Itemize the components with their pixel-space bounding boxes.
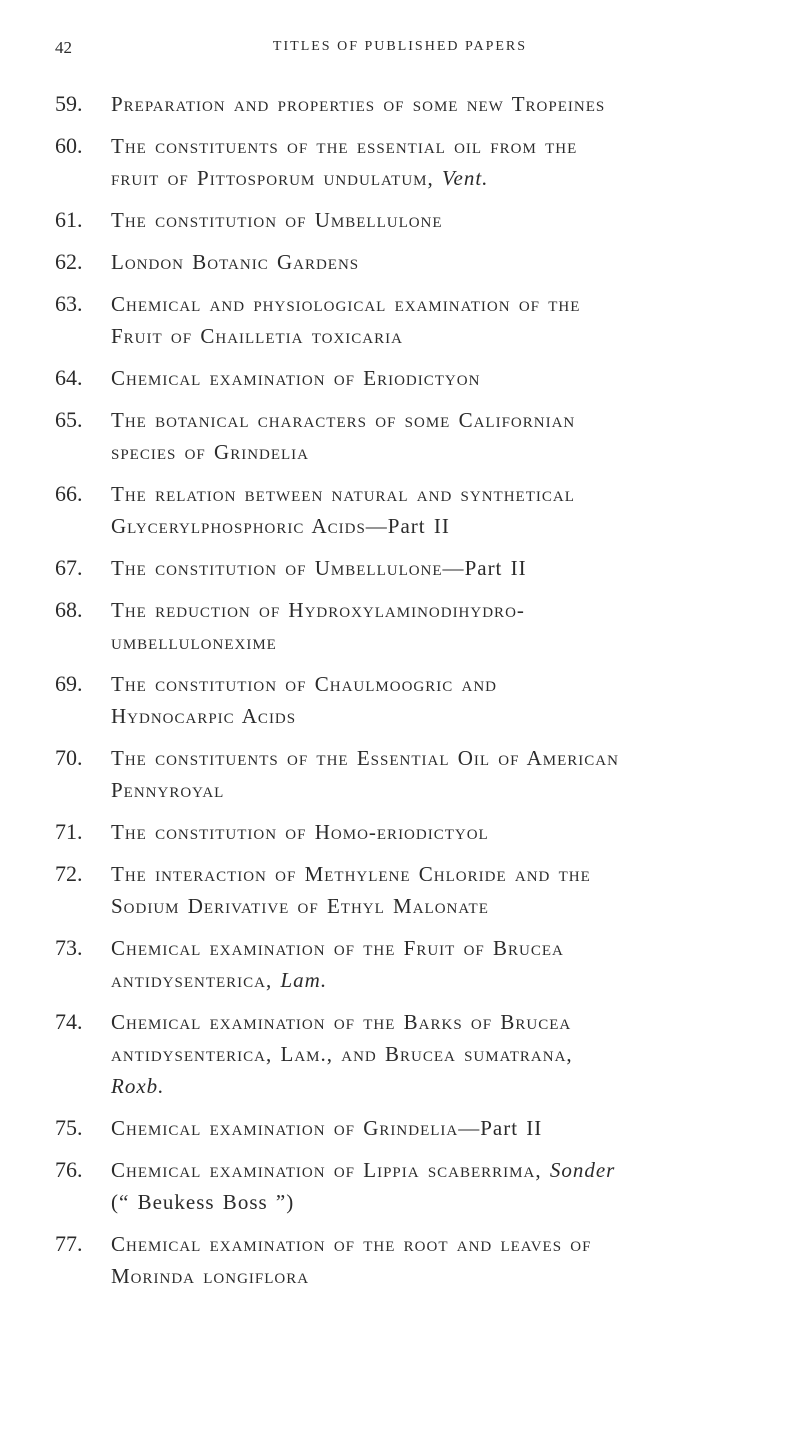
entry-number: 65.: [55, 407, 83, 432]
list-item: [55, 1112, 770, 1144]
entry-title-text: Chemical and physiological examination of the: [111, 292, 581, 316]
entry-title-line: [111, 890, 770, 922]
entry-title-text: Sodium Derivative of Ethyl Malonate: [111, 894, 489, 918]
entry-title-line: [111, 1228, 770, 1260]
entry-title-line: [111, 774, 770, 806]
entry-title-line: [111, 288, 770, 320]
entry-title-line: [111, 858, 770, 890]
entry-number: 77.: [55, 1231, 83, 1256]
entry-title-text: The constitution of Umbellulone: [111, 208, 443, 232]
entry-number: 63.: [55, 291, 83, 316]
entry-title-line: [111, 1154, 770, 1186]
list-item: [55, 1006, 770, 1102]
entry-title-text: Fruit of Chailletia toxicaria: [111, 324, 403, 348]
entry-number: 76.: [55, 1157, 83, 1182]
entry-title-text: Pennyroyal: [111, 778, 225, 802]
entry-title-line: [111, 742, 770, 774]
entry-title-line: [111, 626, 770, 658]
entry-title-line: [111, 1260, 770, 1292]
list-item: [55, 668, 770, 732]
list-item: [55, 742, 770, 806]
list-item: [55, 816, 770, 848]
entry-number: 66.: [55, 481, 83, 506]
entry-title-text: The constituents of the essential oil from the: [111, 134, 578, 158]
entry-number: 73.: [55, 935, 83, 960]
entry-author: Lam.: [280, 968, 328, 992]
entry-title-line: [111, 362, 770, 394]
entry-title-text: The botanical characters of some Californian: [111, 408, 576, 432]
entry-title-text: The constituents of the Essential Oil of American: [111, 746, 619, 770]
list-item: [55, 88, 770, 120]
entry-title-line: [111, 246, 770, 278]
entry-title-line: [111, 964, 770, 996]
entry-number: 64.: [55, 365, 83, 390]
page-title: TITLES OF PUBLISHED PAPERS: [272, 39, 528, 54]
entry-title-text: antidysenterica,: [111, 968, 273, 992]
entry-title-line: [111, 594, 770, 626]
entry-title-text: Preparation and properties of some new Tropeines: [111, 92, 606, 116]
entry-title-line: [111, 88, 770, 120]
entry-title-text: Chemical examination of the root and leaves of: [111, 1232, 592, 1256]
entry-title-text: The constitution of Chaulmoogric and: [111, 672, 497, 696]
list-item: [55, 478, 770, 542]
entry-title-text: Chemical examination of the Barks of Brucea: [111, 1010, 572, 1034]
list-item: [55, 288, 770, 352]
entry-title-text: Hydnocarpic Acids: [111, 704, 297, 728]
entry-title-text: umbellulonexime: [111, 630, 277, 654]
entry-title-line: [111, 816, 770, 848]
entry-title-text: The constitution of Homo-eriodictyol: [111, 820, 489, 844]
entry-title-line: [111, 204, 770, 236]
entry-number: 72.: [55, 861, 83, 886]
entry-number: 74.: [55, 1009, 83, 1034]
entry-number: 59.: [55, 91, 83, 116]
entry-part: Part II: [480, 1116, 543, 1140]
list-item: [55, 246, 770, 278]
entry-number: 70.: [55, 745, 83, 770]
entry-title-text: The constitution of Umbellulone—: [111, 556, 465, 580]
entry-number: 61.: [55, 207, 83, 232]
entry-title-text: The relation between natural and synthetical: [111, 482, 575, 506]
entry-number: 62.: [55, 249, 83, 274]
entry-title-text: Chemical examination of the Fruit of Brucea: [111, 936, 564, 960]
entry-title-line: [111, 436, 770, 468]
list-item: [55, 552, 770, 584]
list-item: [55, 858, 770, 922]
list-item: [55, 130, 770, 194]
list-item: [55, 594, 770, 658]
list-item: [55, 362, 770, 394]
entry-title-text: fruit of Pittosporum undulatum,: [111, 166, 434, 190]
entry-title-text: Chemical examination of Lippia scaberrima,: [111, 1158, 542, 1182]
entry-part: Part II: [464, 556, 527, 580]
entry-number: 75.: [55, 1115, 83, 1140]
entry-title-line: [111, 668, 770, 700]
list-item: [55, 1154, 770, 1218]
entry-title-line: [111, 1112, 770, 1144]
entry-title-line: [111, 700, 770, 732]
entry-author: Roxb.: [111, 1074, 165, 1098]
entry-author: Sonder: [549, 1158, 616, 1182]
entry-title-text: London Botanic Gardens: [111, 250, 360, 274]
entry-title-line: [111, 932, 770, 964]
entry-title-text: Morinda longiflora: [111, 1264, 310, 1288]
entry-number: 60.: [55, 133, 83, 158]
running-head: [55, 38, 745, 62]
entry-title-line: [111, 320, 770, 352]
entry-title-text: Chemical examination of Grindelia—: [111, 1116, 481, 1140]
list-item: [55, 204, 770, 236]
entry-number: 67.: [55, 555, 83, 580]
entry-title-line: [111, 130, 770, 162]
entry-title-line: [111, 162, 770, 194]
entry-part: Part II: [387, 514, 450, 538]
entry-title-line: [111, 1006, 770, 1038]
entry-title-line: [111, 478, 770, 510]
list-item: [55, 932, 770, 996]
entry-author: Vent.: [442, 166, 489, 190]
entry-title-text: The interaction of Methylene Chloride and the: [111, 862, 591, 886]
entries-list: [55, 88, 770, 1302]
page-number: 42: [55, 38, 72, 57]
entry-title-text: antidysenterica, Lam., and Brucea sumatrana,: [111, 1042, 573, 1066]
entry-title-line: [111, 510, 770, 542]
list-item: [55, 1228, 770, 1292]
entry-title-text: species of Grindelia: [111, 440, 310, 464]
entry-number: 69.: [55, 671, 83, 696]
entry-title-text: The reduction of Hydroxylaminodihydro-: [111, 598, 525, 622]
entry-number: 68.: [55, 597, 83, 622]
entry-title-line: [111, 404, 770, 436]
entry-subtitle: (“ Beukess Boss ”): [111, 1190, 295, 1214]
entry-title-line: [111, 552, 770, 584]
entry-title-line: [111, 1038, 770, 1070]
entry-number: 71.: [55, 819, 83, 844]
list-item: [55, 404, 770, 468]
entry-title-text: Glycerylphosphoric Acids—: [111, 514, 388, 538]
entry-title-text: Chemical examination of Eriodictyon: [111, 366, 481, 390]
